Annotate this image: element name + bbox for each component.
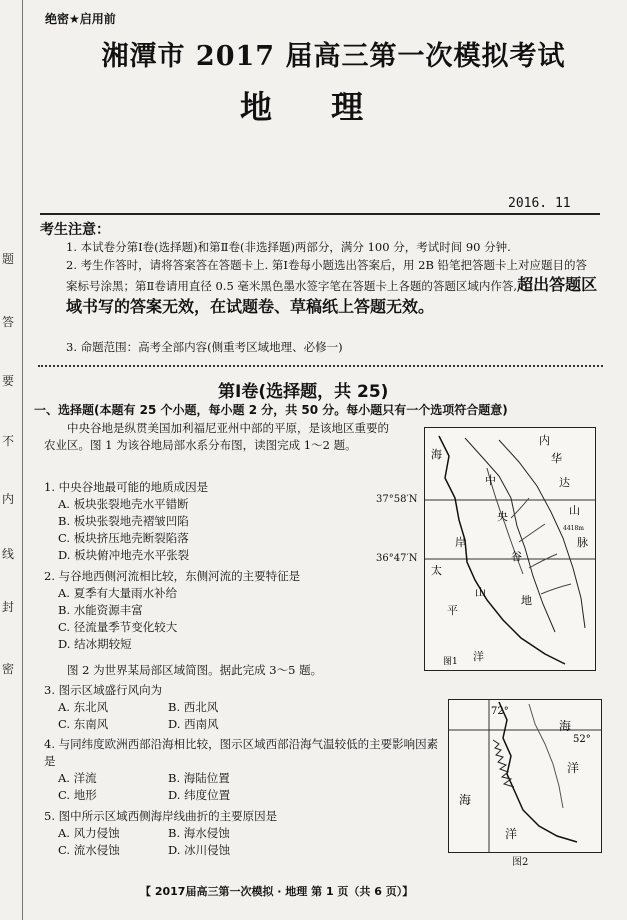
notice-item-3: 3. 命题范围：高考全部内容(侧重考区域地理、必修一)	[66, 340, 343, 354]
fig1-label: 中	[485, 474, 496, 487]
option: A. 夏季有大量雨水补给	[58, 586, 178, 600]
question-2	[44, 568, 434, 653]
volume-title: 第Ⅰ卷(选择题，共 25)	[218, 382, 389, 402]
fig2-caption: 图2	[512, 857, 529, 868]
binding-line	[22, 0, 23, 920]
fig1-label: 达	[559, 476, 570, 489]
option: B. 水能资源丰富	[58, 603, 143, 617]
question-3	[44, 682, 434, 733]
fig1-label: 央	[497, 510, 508, 523]
fig1-label: 岸	[455, 536, 466, 549]
notice-item-2-text: 2. 考生作答时，请将答案答在答题卡上. 第Ⅰ卷每小题选出答案后，用 2B 铅笔把答题卡上对应题目的答案标号涂黑；第Ⅱ卷请用直径 0.5 毫米黑色墨水签字笔在答题卡上各题的答题区域内作答,	[66, 258, 588, 293]
notice-item-1: 1. 本试卷分第Ⅰ卷(选择题)和第Ⅱ卷(非选择题)两部分，满分 100 分，考试时间 90 分钟.	[66, 240, 511, 254]
question-intro: 图 2 为世界某局部区域简图。据此完成 3～5 题。	[67, 663, 323, 677]
section-divider	[38, 365, 603, 367]
fig1-label: 地	[521, 594, 532, 607]
binding-char: 密	[2, 662, 15, 676]
binding-char: 封	[2, 600, 15, 614]
notice-item-2-emphasis: 超出答题区域书写的答案无效，在试题卷、草稿纸上答题无效。	[66, 275, 598, 316]
option: A. 东北风	[58, 700, 109, 714]
fig1-label: 太	[431, 564, 442, 577]
question-stem: 1. 中央谷地最可能的地质成因是	[44, 480, 209, 494]
secret-label: 绝密★启用前	[45, 12, 116, 26]
binding-char: 题	[2, 252, 15, 266]
option: B. 西北风	[168, 700, 219, 714]
fig2-lat: 72°	[491, 706, 509, 717]
option: A. 板块张裂地壳水平错断	[58, 497, 189, 511]
option: C. 板块挤压地壳断裂陷落	[58, 531, 189, 545]
binding-char: 要	[2, 374, 15, 388]
notice-item-2	[66, 257, 598, 318]
binding-char: 答	[2, 315, 15, 329]
fig1-label: 华	[551, 452, 562, 465]
fig1-label: 山	[569, 504, 580, 517]
fig1-label: 内	[539, 434, 550, 447]
option: C. 东南风	[58, 717, 109, 731]
question-1	[44, 479, 434, 564]
notice-heading: 考生注意：	[40, 222, 110, 238]
question-stem: 3. 图示区域盛行风向为	[44, 683, 163, 697]
binding-char: 内	[2, 492, 15, 506]
option: C. 径流量季节变化较大	[58, 620, 178, 634]
fig2-label: 洋	[567, 761, 580, 775]
fig1-label: 山	[475, 586, 486, 599]
option: D. 结冰期较短	[58, 637, 132, 651]
central-valley-map	[425, 428, 595, 670]
figure-1-map	[424, 427, 596, 671]
option: D. 西南风	[168, 717, 219, 731]
fig1-label: 脉	[577, 536, 588, 549]
coastline	[439, 436, 565, 664]
option: B. 海水侵蚀	[168, 826, 230, 840]
fig1-label: 谷	[511, 550, 522, 563]
page-footer: 【 2017届高三第一次模拟 · 地理 第 1 页（共 6 页）】	[140, 885, 414, 898]
option: D. 板块俯冲地壳水平张裂	[58, 548, 190, 562]
option: B. 海陆位置	[168, 771, 230, 785]
fig1-elevation: 4418m	[563, 525, 584, 532]
option: C. 地形	[58, 788, 97, 802]
fig2-label: 海	[559, 719, 572, 733]
fig2-label: 洋	[505, 827, 518, 841]
valley-boundary	[465, 438, 555, 632]
binding-char: 不	[2, 434, 15, 448]
fig1-lat-north: 37°58′N	[376, 494, 418, 505]
section-heading: 一、选择题(本题有 25 个小题，每小题 2 分，共 50 分。每小题只有一个选项符合题意)	[34, 403, 508, 417]
binding-char: 线	[2, 547, 15, 561]
fig2-label: 海	[459, 793, 472, 807]
figure-2-map	[448, 699, 602, 853]
fig1-label: 海	[431, 448, 442, 461]
patagonia-map	[449, 700, 601, 852]
exam-date: 2016. 11	[508, 196, 571, 211]
fig1-label: 洋	[473, 650, 484, 663]
tributaries	[511, 498, 571, 594]
subject-title: 地 理	[240, 88, 364, 126]
fig1-lat-south: 36°47′N	[376, 553, 418, 564]
exam-title: 湘潭市 2017 届高三第一次模拟考试	[101, 41, 566, 72]
header-rule	[40, 213, 600, 215]
fig1-caption: 图1	[443, 657, 458, 667]
question-stem: 2. 与谷地西侧河流相比较，东侧河流的主要特征是	[44, 569, 301, 583]
option: B. 板块张裂地壳褶皱凹陷	[58, 514, 189, 528]
fjord-coast	[493, 740, 514, 787]
option: D. 冰川侵蚀	[168, 843, 231, 857]
option: A. 风力侵蚀	[58, 826, 120, 840]
question-4	[44, 736, 439, 804]
question-stem: 4. 与同纬度欧洲西部沿海相比较，图示区域西部沿海气温较低的主要影响因素是	[44, 737, 439, 768]
east-land-edge	[529, 704, 563, 808]
fig1-label: 平	[447, 604, 458, 617]
option: D. 纬度位置	[168, 788, 231, 802]
option: C. 流水侵蚀	[58, 843, 120, 857]
question-5	[44, 808, 434, 859]
option: A. 洋流	[58, 771, 97, 785]
fig2-lat: 52°	[573, 734, 591, 745]
question-stem: 5. 图中所示区域西侧海岸线曲折的主要原因是	[44, 809, 278, 823]
question-intro: 中央谷地是纵贯美国加利福尼亚州中部的平原，是该地区重要的农业区。图 1 为该谷地局部水系分布图，读图完成 1～2 题。	[44, 421, 389, 452]
